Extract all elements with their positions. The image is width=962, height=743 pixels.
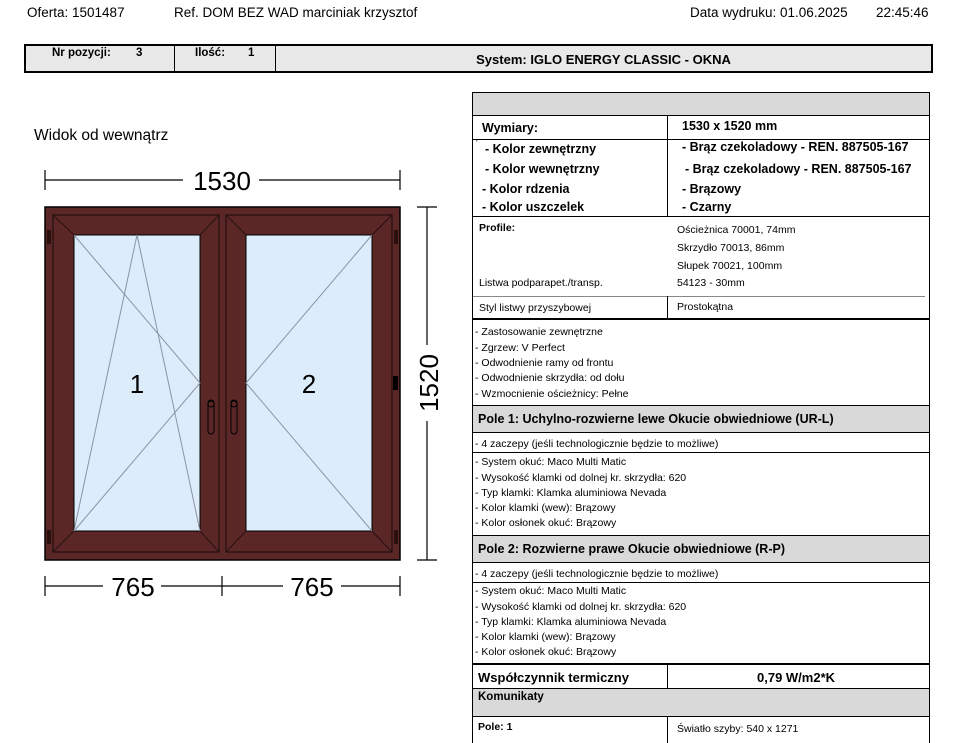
print-date: Data wydruku: 01.06.2025 [690,5,848,20]
profile-mullion: Słupek 70021, 100mm [677,260,783,272]
position-bar [24,44,933,73]
field2-header [473,535,929,563]
bullet-mark: ' [476,138,478,148]
handle-right-icon [231,400,237,434]
sash-width-right-label: 765 [290,572,334,602]
dims-label: Wymiary: [482,121,539,135]
note-item: - Zastosowanie zewnętrzne [475,326,603,338]
position-number-value: 3 [136,47,143,59]
profile-frame: Ościeżnica 70001, 74mm [677,224,796,236]
sash-width-left-label: 765 [111,572,155,602]
field1-item: - Kolor klamki (wew): Brązowy [475,502,616,514]
quantity-cell [175,46,276,71]
reference: Ref. DOM BEZ WAD marciniak krzysztof [174,5,418,20]
view-label: Widok od wewnątrz [34,127,169,144]
field2-item: - Wysokość klamki od dolnej kr. skrzydła: 620 [475,601,687,613]
total-width-label: 1530 [193,166,251,196]
field1-item: - Wysokość klamki od dolnej kr. skrzydła: 620 [475,472,687,484]
dimension-height [413,207,444,560]
sill-value: 54123 - 30mm [677,277,745,289]
profiles-label: Profile: [479,222,516,234]
bead-value: Prostokątna [677,301,734,313]
field2-item: - Kolor klamki (wew): Brązowy [475,631,616,643]
thermal-value: 0,79 W/m2*K [757,670,836,685]
sill-label: Listwa podparapet./transp. [479,277,603,289]
window-drawing [0,160,470,610]
offer-number: Oferta: 1501487 [27,5,125,20]
dims-value: 1530 x 1520 mm [682,119,778,133]
thermal-label: Współczynnik termiczny [478,670,629,685]
field2-title: Pole 2: Rozwierne prawe Okucie obwiedniowe (R-P) [478,542,786,556]
position-number-label: Nr pozycji: [52,47,111,59]
sash-1-number: 1 [129,369,145,399]
dimension-width [45,166,400,196]
messages-pole-label: Pole: 1 [478,721,513,733]
spec-panel [472,92,930,743]
core-color-label: - Kolor rdzenia [482,182,570,196]
position-number-cell [26,46,175,71]
bead-label: Styl listwy przyszybowej [479,302,592,314]
seal-color-label: - Kolor uszczelek [482,200,585,214]
ext-color-value: - Brąz czekoladowy - REN. 887505-167 [682,140,909,154]
note-item: - Wzmocnienie ościeżnicy: Pełne [475,388,629,400]
print-time: 22:45:46 [876,5,929,20]
note-item: - Zgrzew: V Perfect [475,342,565,354]
ext-color-label: - Kolor zewnętrzny [485,142,597,156]
system-name: System: IGLO ENERGY CLASSIC - OKNA [476,52,731,67]
messages-header [473,689,929,717]
int-color-value: - Brąz czekoladowy - REN. 887505-167 [685,162,912,176]
quantity-value: 1 [248,47,255,59]
handle-left-icon [208,400,214,434]
note-item: - Odwodnienie ramy od frontu [475,357,614,369]
seal-color-value: - Czarny [682,200,732,214]
spec-header [473,92,929,116]
dimension-sashes [45,572,400,602]
field2-item: - Typ klamki: Klamka aluminiowa Nevada [475,616,667,628]
field1-item: - 4 zaczepy (jeśli technologicznie będzie to możliwe) [475,438,719,450]
field2-item: - 4 zaczepy (jeśli technologicznie będzie to możliwe) [475,568,719,580]
field1-header [473,405,929,433]
quantity-label: Ilość: [195,47,226,59]
field2-item: - Kolor osłonek okuć: Brązowy [475,646,617,658]
thermal-row [473,665,929,689]
field2-item: - System okuć: Maco Multi Matic [475,585,627,597]
messages-title: Komunikaty [478,691,544,703]
total-height-label: 1520 [414,354,444,412]
note-item: - Odwodnienie skrzydła: od dołu [475,372,625,384]
core-color-value: - Brązowy [682,182,742,196]
int-color-label: - Kolor wewnętrzny [485,162,600,176]
field1-title: Pole 1: Uchylno-rozwierne lewe Okucie obwiedniowe (UR-L) [478,412,834,426]
dims-row [473,116,929,140]
field1-item: - Typ klamki: Klamka aluminiowa Nevada [475,487,667,499]
sash-2-number: 2 [301,369,317,399]
messages-glass-light: Światło szyby: 540 x 1271 [677,723,799,735]
field1-item: - Kolor osłonek okuć: Brązowy [475,517,617,529]
field1-item: - System okuć: Maco Multi Matic [475,456,627,468]
profile-sash: Skrzydło 70013, 86mm [677,242,785,254]
